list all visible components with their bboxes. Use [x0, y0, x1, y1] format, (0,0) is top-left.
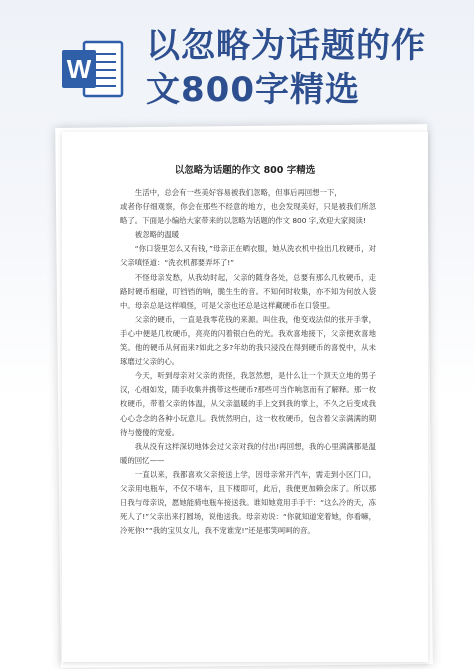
banner-title	[146, 24, 466, 112]
paragraph: “你口袋里怎么又有钱，”母亲正在晒衣服，她从洗衣机中捡出几枚硬币，对父亲嗔怪道：“洗衣机都要弄坏了!”	[120, 244, 376, 268]
document-page	[62, 132, 428, 662]
paragraph: 或者你仔细观察，你会在那些不经意的地方，也会发现美好，只是被我们所忽略了。下面是小编给大家带来的以忽略为话题的作文 800 字,欢迎大家阅读!	[120, 202, 376, 226]
section-heading: 被忽略的温暖	[134, 230, 180, 240]
document-body	[120, 186, 376, 538]
paragraph: 一直以来，我都喜欢父亲接送上学，因母亲常开汽车，需走到小区门口，父亲用电瓶车，不仅不堵车，且下楼即可，此后，我便更加赖会床了。所以那日我与母亲说，愿她能骑电瓶车接送我。谁知她竟用手手干：“这么冷的天，冻死人了!”父亲出来打圆场，说他送我。母亲劝说：“你就知道宠着她，你看嘛，冷死你!”“我的宝贝女儿，我不宠谁宠!”还是那笑呵呵的音。	[120, 469, 376, 536]
word-document-icon	[60, 36, 126, 102]
svg-text:W: W	[66, 54, 92, 84]
banner-title-line-1: 以忽略为话题的作	[146, 26, 426, 66]
paragraph: 今天，听到母亲对父亲的责怪，我忽然想，是什么让一个顶天立地的男子汉，心细如发，随手收集并携带这些硬币?那些可当作响忽而有了解释。那一枚枚硬币，带着父亲的体温，从父亲温暖的手上交到我的掌上，不久之后变成我心心念念的各种小玩意儿。我恍然明白，这一枚枚硬币，包含着父亲满满的期待与傻傻的宠爱。	[120, 371, 376, 437]
paragraph: 父亲的硬币，一直是我零花钱的来源。叫住我，他变戏法似的张开手掌，手心中便是几枚硬币，亮亮的闪着银白色的光。我欢喜地接下，父亲便欢喜地笑。他的硬币从何而来?如此之多?年幼的我只浸没在得到硬币的喜悦中，从未琢磨过父亲的心。	[120, 314, 376, 367]
document-title: 以忽略为话题的作文 800 字精选	[174, 165, 316, 176]
paragraph: 不怪母亲发愁，从我幼时起，父亲的随身各处，总要有那么几枚硬币，走路时硬币相碰，叮铛铛的响，脆生生的音。不知何时收集，亦不知为何放入袋中。母亲总是这样嗔怪，可是父亲也还总是这样藏硬币在口袋里。	[120, 272, 376, 310]
paragraph: 我从没有这样深切地体会过父亲对我的付出!再回想，我的心里满满都是温暖的回忆——	[120, 441, 376, 465]
paragraph: 生活中，总会有一些美好容易被我们忽略，但事后再回想一下，	[134, 188, 342, 197]
banner-title-line-2: 文800字精选	[146, 70, 360, 110]
